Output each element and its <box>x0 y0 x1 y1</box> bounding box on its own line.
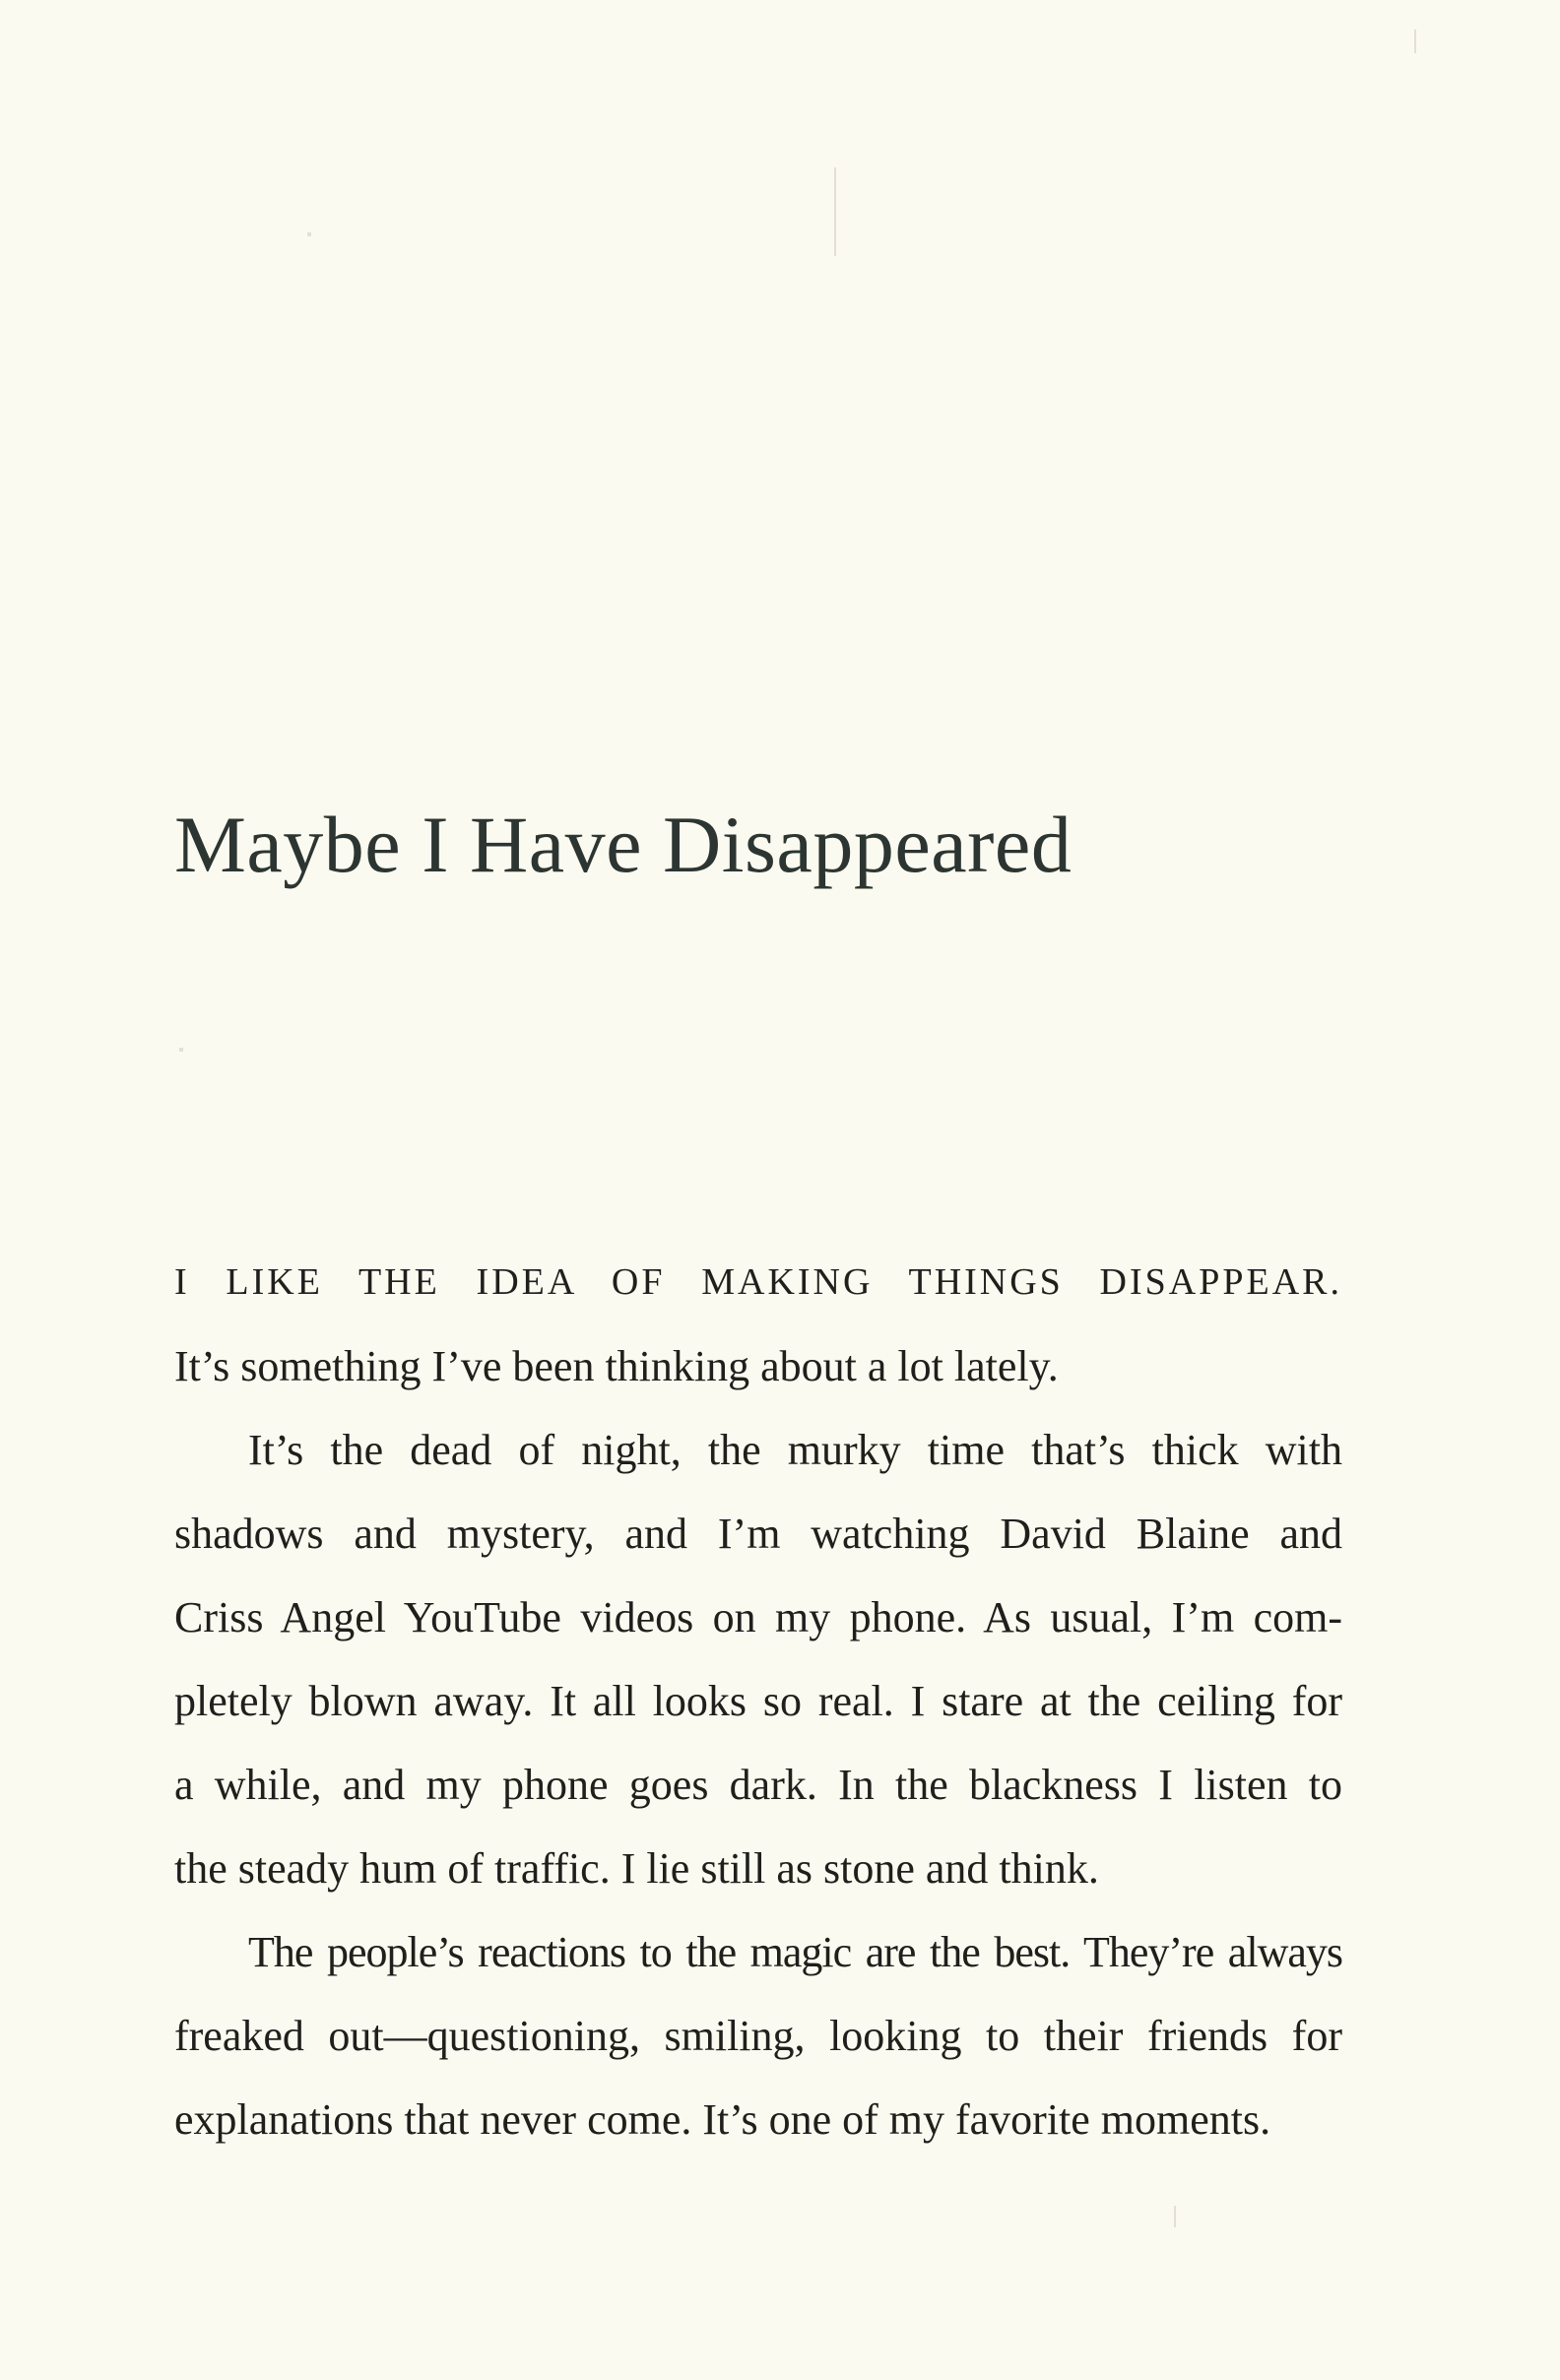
text-line: I LIKE THE IDEA OF MAKING THINGS DISAPPEAR. <box>174 1261 1342 1303</box>
scan-mark <box>1174 2206 1176 2227</box>
text-line: shadows and mystery, and I’m watching David Blaine and <box>174 1510 1342 1558</box>
text-line: Criss Angel YouTube videos on my phone. As usual, I’m com- <box>174 1593 1342 1641</box>
scan-mark <box>1414 30 1416 53</box>
chapter-body <box>174 1241 1342 2161</box>
text-line: a while, and my phone goes dark. In the blackness I listen to <box>174 1761 1342 1809</box>
text-line: freaked out—questioning, smiling, looking to their friends for <box>174 2012 1342 2060</box>
text-line: It’s something I’ve been thinking about a lot lately. <box>174 1342 1059 1390</box>
scan-mark <box>834 167 836 256</box>
text-line: It’s the dead of night, the murky time that’s thick with <box>248 1426 1342 1474</box>
chapter-title: Maybe I Have Disappeared <box>174 800 1072 889</box>
text-line: the steady hum of traffic. I lie still as stone and think. <box>174 1844 1099 1893</box>
text-line: explanations that never come. It’s one of my favorite moments. <box>174 2095 1271 2144</box>
scan-mark <box>179 1048 183 1052</box>
text-line: pletely blown away. It all looks so real. I stare at the ceiling for <box>174 1677 1342 1725</box>
scan-mark <box>307 232 311 236</box>
text-line: The people’s reactions to the magic are the best. They’re always <box>248 1928 1342 1976</box>
